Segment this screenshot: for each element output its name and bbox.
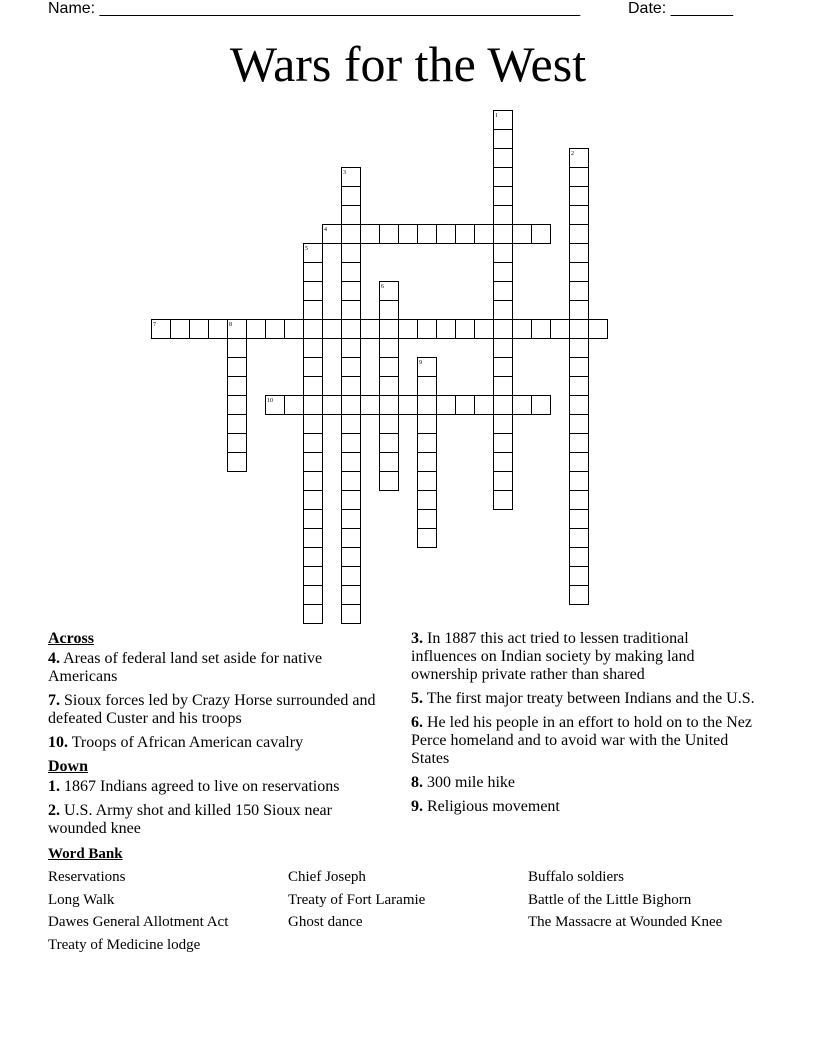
crossword-cell[interactable] — [570, 586, 589, 605]
crossword-cell[interactable] — [570, 225, 589, 244]
crossword-cell[interactable] — [380, 225, 399, 244]
crossword-cell[interactable] — [494, 472, 513, 491]
crossword-cell[interactable] — [399, 320, 418, 339]
crossword-cell[interactable] — [323, 320, 342, 339]
crossword-cell[interactable] — [494, 225, 513, 244]
crossword-cell[interactable] — [342, 282, 361, 301]
crossword-cell[interactable] — [513, 320, 532, 339]
cell-number: 3 — [343, 170, 346, 176]
cell-number: 8 — [229, 322, 232, 328]
crossword-cell[interactable] — [570, 548, 589, 567]
crossword-cell[interactable] — [399, 396, 418, 415]
clue-across-10 — [48, 734, 388, 752]
clue-number: 1. — [48, 778, 60, 795]
crossword-cell[interactable] — [342, 244, 361, 263]
crossword-cell[interactable] — [304, 453, 323, 472]
crossword-cell[interactable] — [456, 320, 475, 339]
crossword-cell[interactable] — [380, 377, 399, 396]
cell-number: 10 — [267, 398, 273, 404]
crossword-cell[interactable] — [342, 339, 361, 358]
crossword-cell[interactable] — [323, 396, 342, 415]
crossword-cell[interactable] — [304, 320, 323, 339]
crossword-cell[interactable] — [532, 396, 551, 415]
crossword-cell[interactable] — [570, 149, 589, 168]
crossword-cell[interactable] — [437, 396, 456, 415]
crossword-cell[interactable] — [304, 377, 323, 396]
crossword-cell[interactable] — [418, 377, 437, 396]
crossword-cell[interactable] — [304, 605, 323, 624]
clue-down-8 — [411, 774, 756, 792]
crossword-cell[interactable] — [494, 491, 513, 510]
clues-right-column — [411, 630, 756, 822]
crossword-cell[interactable] — [342, 434, 361, 453]
word-bank-item: Battle of the Little Bighorn — [528, 891, 692, 908]
crossword-cell[interactable] — [570, 244, 589, 263]
crossword-cell[interactable] — [361, 396, 380, 415]
crossword-cell[interactable] — [532, 320, 551, 339]
crossword-cell[interactable] — [418, 529, 437, 548]
crossword-cell[interactable] — [380, 320, 399, 339]
crossword-cell[interactable] — [570, 510, 589, 529]
crossword-cell[interactable] — [247, 320, 266, 339]
crossword-cell[interactable] — [304, 548, 323, 567]
crossword-cell[interactable] — [304, 529, 323, 548]
clue-down-3 — [411, 630, 756, 684]
crossword-cell[interactable] — [570, 301, 589, 320]
crossword-cell[interactable] — [494, 282, 513, 301]
crossword-cell[interactable] — [494, 187, 513, 206]
crossword-cell[interactable] — [494, 415, 513, 434]
crossword-cell[interactable] — [494, 149, 513, 168]
crossword-cell[interactable] — [304, 567, 323, 586]
crossword-cell[interactable] — [171, 320, 190, 339]
crossword-cell[interactable] — [494, 301, 513, 320]
crossword-cell[interactable] — [570, 339, 589, 358]
crossword-cell[interactable] — [494, 434, 513, 453]
crossword-cell[interactable] — [228, 339, 247, 358]
name-field[interactable]: Name: ______________________________________________________ — [48, 0, 581, 17]
crossword-cell[interactable] — [323, 225, 342, 244]
crossword-cell[interactable] — [304, 510, 323, 529]
crossword-cell[interactable] — [342, 415, 361, 434]
cell-number: 6 — [381, 284, 384, 290]
crossword-cell[interactable] — [380, 415, 399, 434]
crossword-cell[interactable] — [399, 225, 418, 244]
crossword-cell[interactable] — [342, 225, 361, 244]
crossword-cell[interactable] — [380, 301, 399, 320]
crossword-cell[interactable] — [418, 415, 437, 434]
clue-text: 300 mile hike — [427, 774, 515, 791]
crossword-cell[interactable] — [285, 396, 304, 415]
crossword-cell[interactable] — [570, 472, 589, 491]
crossword-cell[interactable] — [228, 415, 247, 434]
crossword-cell[interactable] — [570, 320, 589, 339]
crossword-cell[interactable] — [304, 358, 323, 377]
clue-across-4 — [48, 650, 388, 686]
cell-number: 1 — [495, 113, 498, 119]
crossword-cell[interactable] — [475, 396, 494, 415]
crossword-cell[interactable] — [570, 415, 589, 434]
clue-number: 6. — [411, 714, 423, 731]
crossword-cell[interactable] — [494, 320, 513, 339]
crossword-cell[interactable] — [494, 453, 513, 472]
word-bank-title: Word Bank — [48, 846, 123, 862]
crossword-cell[interactable] — [342, 548, 361, 567]
crossword-cell[interactable] — [342, 301, 361, 320]
crossword-cell[interactable] — [494, 111, 513, 130]
crossword-cell[interactable] — [304, 491, 323, 510]
crossword-cell[interactable] — [494, 244, 513, 263]
crossword-cell[interactable] — [494, 358, 513, 377]
clue-text: Sioux forces led by Crazy Horse surrounded and defeated Custer and his troops — [48, 692, 376, 727]
crossword-cell[interactable] — [570, 396, 589, 415]
crossword-cell[interactable] — [570, 206, 589, 225]
word-bank-column — [48, 868, 228, 959]
crossword-cell[interactable] — [361, 320, 380, 339]
clue-number: 10. — [48, 734, 68, 751]
crossword-cell[interactable] — [570, 282, 589, 301]
crossword-cell[interactable] — [304, 301, 323, 320]
crossword-cell[interactable] — [266, 320, 285, 339]
crossword-cell[interactable] — [342, 263, 361, 282]
crossword-cell[interactable] — [304, 415, 323, 434]
clue-down-6 — [411, 714, 756, 768]
crossword-cell[interactable] — [494, 206, 513, 225]
crossword-cell[interactable] — [342, 472, 361, 491]
crossword-cell[interactable] — [342, 358, 361, 377]
crossword-cell[interactable] — [570, 168, 589, 187]
crossword-cell[interactable] — [342, 187, 361, 206]
crossword-cell[interactable] — [152, 320, 171, 339]
crossword-cell[interactable] — [532, 225, 551, 244]
page-title: Wars for the West — [229, 36, 587, 92]
crossword-cell[interactable] — [342, 586, 361, 605]
crossword-cell[interactable] — [285, 320, 304, 339]
clue-text: The first major treaty between Indians and the U.S. — [426, 690, 755, 707]
crossword-cell[interactable] — [342, 453, 361, 472]
clue-number: 8. — [411, 774, 423, 791]
crossword-cell[interactable] — [380, 358, 399, 377]
crossword-cell[interactable] — [342, 510, 361, 529]
crossword-cell[interactable] — [418, 358, 437, 377]
clue-number: 7. — [48, 692, 60, 709]
crossword-cell[interactable] — [380, 434, 399, 453]
crossword-cell[interactable] — [228, 377, 247, 396]
clue-text: Religious movement — [427, 798, 560, 815]
crossword-cell[interactable] — [304, 263, 323, 282]
crossword-cell[interactable] — [342, 168, 361, 187]
crossword-cell[interactable] — [361, 225, 380, 244]
crossword-cell[interactable] — [570, 358, 589, 377]
date-field[interactable]: Date: _______ — [628, 0, 733, 17]
clue-text: Areas of federal land set aside for native Americans — [48, 650, 323, 685]
crossword-cell[interactable] — [513, 225, 532, 244]
word-bank-column — [528, 868, 722, 936]
word-bank-item: Treaty of Fort Laramie — [288, 891, 426, 908]
crossword-cell[interactable] — [342, 320, 361, 339]
word-bank-item: Buffalo soldiers — [528, 869, 624, 885]
crossword-cell[interactable] — [418, 225, 437, 244]
crossword-cell[interactable] — [342, 529, 361, 548]
crossword-cell[interactable] — [342, 491, 361, 510]
clue-down-5 — [411, 690, 756, 708]
clue-text: U.S. Army shot and killed 150 Sioux near wounded knee — [48, 802, 332, 837]
crossword-cell[interactable] — [475, 320, 494, 339]
crossword-cell[interactable] — [304, 396, 323, 415]
crossword-cell[interactable] — [494, 168, 513, 187]
crossword-cell[interactable] — [380, 453, 399, 472]
word-bank-item: The Massacre at Wounded Knee — [528, 914, 723, 931]
crossword-cell[interactable] — [418, 510, 437, 529]
crossword-cell[interactable] — [380, 472, 399, 491]
crossword-cell[interactable] — [304, 282, 323, 301]
cell-number: 5 — [305, 246, 308, 252]
word-bank-item: Chief Joseph — [288, 869, 366, 885]
clue-number: 2. — [48, 802, 60, 819]
crossword-cell[interactable] — [380, 396, 399, 415]
clue-down-2 — [48, 802, 388, 838]
crossword-cell[interactable] — [570, 377, 589, 396]
crossword-cell[interactable] — [418, 491, 437, 510]
cell-number: 4 — [324, 227, 327, 233]
crossword-cell[interactable] — [494, 130, 513, 149]
crossword-cell[interactable] — [418, 453, 437, 472]
word-bank-item: Treaty of Medicine lodge — [48, 937, 201, 954]
cell-number: 9 — [419, 360, 422, 366]
clue-text: He led his people in an effort to hold on to the Nez Perce homeland and to avoid war with the United States — [411, 714, 752, 767]
across-heading: Across — [48, 630, 94, 647]
crossword-cell[interactable] — [494, 339, 513, 358]
clues-left-column — [48, 630, 388, 844]
crossword-cell[interactable] — [418, 320, 437, 339]
crossword-cell[interactable] — [437, 225, 456, 244]
crossword-cell[interactable] — [551, 320, 570, 339]
crossword-cell[interactable] — [304, 339, 323, 358]
clue-across-7 — [48, 692, 388, 728]
crossword-cell[interactable] — [570, 187, 589, 206]
crossword-cell[interactable] — [304, 244, 323, 263]
crossword-cell[interactable] — [570, 434, 589, 453]
clue-number: 4. — [48, 650, 60, 667]
crossword-cell[interactable] — [589, 320, 608, 339]
crossword-cell[interactable] — [494, 263, 513, 282]
crossword-cell[interactable] — [190, 320, 209, 339]
clue-number: 9. — [411, 798, 423, 815]
crossword-cell[interactable] — [418, 396, 437, 415]
clue-text: 1867 Indians agreed to live on reservations — [64, 778, 340, 795]
crossword-cell[interactable] — [456, 396, 475, 415]
crossword-cell[interactable] — [513, 396, 532, 415]
crossword-cell[interactable] — [494, 377, 513, 396]
down-heading: Down — [48, 758, 89, 775]
crossword-cell[interactable] — [304, 586, 323, 605]
cell-number: 2 — [571, 151, 574, 157]
crossword-cell[interactable] — [342, 396, 361, 415]
crossword-cell[interactable] — [228, 396, 247, 415]
crossword-cell[interactable] — [570, 529, 589, 548]
crossword-cell[interactable] — [437, 320, 456, 339]
word-bank-item: Dawes General Allotment Act — [48, 914, 229, 931]
crossword-cell[interactable] — [494, 396, 513, 415]
crossword-cell[interactable] — [342, 567, 361, 586]
word-bank-item: Ghost dance — [288, 914, 363, 931]
crossword-cell[interactable] — [342, 377, 361, 396]
header — [48, 0, 768, 20]
crossword-cell[interactable] — [209, 320, 228, 339]
crossword-cell[interactable] — [304, 434, 323, 453]
crossword-cell[interactable] — [342, 605, 361, 624]
clue-number: 3. — [411, 630, 423, 647]
crossword-cell[interactable] — [228, 453, 247, 472]
clue-text: Troops of African American cavalry — [71, 734, 304, 751]
crossword-cell[interactable] — [570, 491, 589, 510]
clue-number: 5. — [411, 690, 423, 707]
crossword-cell[interactable] — [228, 434, 247, 453]
crossword-cell[interactable] — [570, 263, 589, 282]
crossword-cell[interactable] — [418, 472, 437, 491]
crossword-cell[interactable] — [380, 282, 399, 301]
crossword-cell[interactable] — [266, 396, 285, 415]
word-bank-column — [288, 868, 425, 936]
crossword-cell[interactable] — [380, 339, 399, 358]
crossword-cell[interactable] — [456, 225, 475, 244]
crossword-cell[interactable] — [342, 206, 361, 225]
crossword-cell[interactable] — [475, 225, 494, 244]
crossword-cell[interactable] — [570, 567, 589, 586]
crossword-cell[interactable] — [570, 453, 589, 472]
crossword-cell[interactable] — [418, 434, 437, 453]
crossword-cell[interactable] — [228, 320, 247, 339]
word-bank-item: Reservations — [48, 869, 126, 885]
crossword-cell[interactable] — [228, 358, 247, 377]
clue-text: In 1887 this act tried to lessen traditional influences on Indian society by making land ownership private rather than shared — [411, 630, 695, 683]
crossword-cell[interactable] — [304, 472, 323, 491]
clue-down-1 — [48, 778, 388, 796]
clue-down-9 — [411, 798, 756, 816]
word-bank-item: Long Walk — [48, 891, 115, 908]
cell-number: 7 — [153, 322, 156, 328]
